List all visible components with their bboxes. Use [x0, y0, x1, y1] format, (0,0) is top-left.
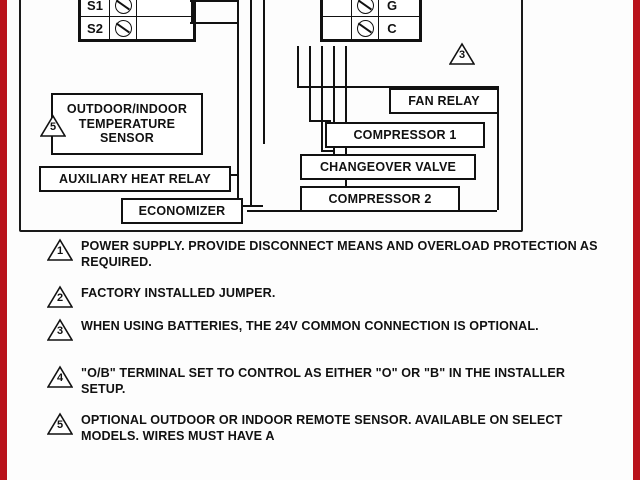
note-number: 2 [56, 292, 64, 304]
note-number: 3 [56, 325, 64, 337]
note-text: WHEN USING BATTERIES, THE 24V COMMON CONNECTION IS OPTIONAL. [81, 319, 539, 333]
note-item [47, 285, 607, 311]
terminal-label: S1 [87, 0, 103, 13]
changeover-valve-label: CHANGEOVER VALVE [319, 159, 457, 174]
wire-left-jumper [191, 0, 193, 22]
page-edge-left [0, 0, 7, 480]
note-text: POWER SUPPLY. PROVIDE DISCONNECT MEANS AND OVERLOAD PROTECTION AS REQUIRED. [81, 239, 598, 270]
screw-terminal-icon [351, 17, 379, 39]
terminal-label: S2 [87, 20, 103, 36]
notes-list [47, 238, 607, 459]
screw-terminal-icon [109, 17, 137, 39]
page-inner [7, 0, 633, 480]
terminal-row [81, 17, 193, 39]
note-number: 1 [56, 245, 64, 257]
outdoor-indoor-temperature-sensor-label: OUTDOOR/INDOOR TEMPERATURE SENSOR [66, 102, 188, 146]
screw-terminal-icon [351, 0, 379, 16]
callout-triangle-5-number: 5 [49, 121, 57, 133]
left-terminal-block [78, 0, 196, 42]
wire-s1-stub [190, 0, 238, 2]
fan-relay-box [389, 88, 499, 114]
fan-relay-label: FAN RELAY [408, 93, 480, 108]
note-text: OPTIONAL OUTDOOR OR INDOOR REMOTE SENSOR. AVAILABLE ON SELECT MODELS. WIRES MUST HAVE A [81, 413, 563, 444]
note-item [47, 365, 607, 405]
compressor-2-box [300, 186, 460, 212]
auxiliary-heat-relay-label: AUXILIARY HEAT RELAY [59, 171, 211, 186]
wire-right-bus-vert [297, 46, 299, 86]
changeover-valve-box [300, 154, 476, 180]
callout-triangle-3-number: 3 [458, 49, 466, 61]
compressor-2-label: COMPRESSOR 2 [328, 191, 432, 206]
terminal-row [323, 0, 419, 17]
wire-left-trunk [237, 0, 239, 216]
wire-economizer-drop [250, 176, 252, 206]
outdoor-indoor-temperature-sensor-box [51, 93, 203, 155]
auxiliary-heat-relay-box [39, 166, 231, 192]
wire-left-trunk-3 [263, 0, 265, 144]
note-item [47, 412, 607, 452]
terminal-row [323, 17, 419, 39]
terminal-row [81, 0, 193, 17]
callout-triangle-5 [40, 114, 66, 138]
note-triangle-5 [47, 412, 73, 436]
page-edge-right [633, 0, 640, 480]
wire-s2-stub [190, 22, 238, 24]
screw-terminal-icon [109, 0, 137, 16]
terminal-label: C [387, 20, 397, 36]
economizer-box [121, 198, 243, 224]
note-triangle-3 [47, 318, 73, 342]
wire-right-riser-1 [309, 46, 311, 120]
note-number: 4 [56, 372, 64, 384]
note-number: 5 [56, 419, 64, 431]
wire-right-riser-2 [321, 46, 323, 150]
compressor-1-label: COMPRESSOR 1 [353, 127, 457, 142]
note-triangle-1 [47, 238, 73, 262]
terminal-label: G [386, 0, 398, 13]
wire-left-trunk-2 [250, 0, 252, 176]
note-text: "O/B" TERMINAL SET TO CONTROL AS EITHER "O" OR "B" IN THE INSTALLER SETUP. [81, 366, 566, 397]
right-terminal-block [320, 0, 422, 42]
note-triangle-4 [47, 365, 73, 389]
wire-to-changeover [321, 150, 333, 152]
callout-triangle-3 [449, 42, 475, 66]
compressor-1-box [325, 122, 485, 148]
note-text: FACTORY INSTALLED JUMPER. [81, 286, 276, 300]
note-item [47, 238, 607, 278]
economizer-label: ECONOMIZER [138, 203, 226, 218]
note-triangle-2 [47, 285, 73, 309]
note-item [47, 318, 607, 358]
